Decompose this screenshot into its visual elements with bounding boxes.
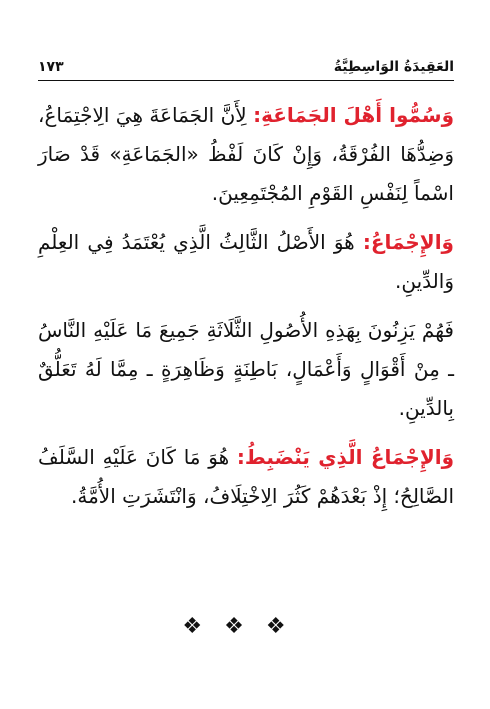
paragraph-text: هُوَ مَا كَانَ عَلَيْهِ السَّلَفُ الصَّالِحُ؛ إِذْ بَعْدَهُمْ كَثُرَ الِاخْتِلَافُ، وَانْتَشَرَتِ الأُمَّةُ. <box>38 445 454 508</box>
term-colon: : <box>236 445 245 469</box>
running-header <box>38 54 454 81</box>
paragraph-text: هُوَ الأَصْلُ الثَّالِثُ الَّذِي يُعْتَمَدُ فِي العِلْمِ وَالدِّينِ. <box>38 230 454 293</box>
paragraph-ijma-mundabit <box>38 438 454 516</box>
term-ahl-al-jamaah: وَسُمُّوا أَهْلَ الجَمَاعَةِ <box>261 103 454 127</box>
paragraph-text: فَهُمْ يَزِنُونَ بِهَذِهِ الأُصُولِ الثَّلَاثَةِ جَمِيعَ مَا عَلَيْهِ النَّاسُ ـ مِنْ أَقْوَالٍ وَأَعْمَالٍ، بَاطِنَةٍ وَظَاهِرَةٍ ـ مِمَّا لَهُ تَعَلُّقٌ بِالدِّينِ. <box>38 318 454 420</box>
term-ijma: وَالإِجْمَاعُ <box>370 230 454 254</box>
paragraph-ijma <box>38 223 454 301</box>
term-ijma-mundabit: وَالإِجْمَاعُ الَّذِي يَنْضَبِطُ <box>244 445 455 469</box>
ornament-divider: ❖❖❖ <box>182 614 308 639</box>
term-colon: : <box>362 230 371 254</box>
page-body <box>38 96 454 526</box>
paragraph-text: لِأَنَّ الجَمَاعَةَ هِيَ الِاجْتِمَاعُ، وَضِدُّهَا الفُرْقَةُ، وَإِنْ كَانَ لَفْظُ «الجَمَاعَةِ» قَدْ صَارَ اسْماً لِنَفْسِ القَوْمِ المُجْتَمِعِينَ. <box>38 103 454 205</box>
paragraph-ahl-al-jamaah <box>38 96 454 213</box>
paragraph-three-principles <box>38 311 454 428</box>
term-colon: : <box>253 103 262 127</box>
page-number: ١٧٣ <box>38 59 64 75</box>
book-title: العَقِيدَةُ الوَاسِطِيَّةُ <box>333 59 454 75</box>
